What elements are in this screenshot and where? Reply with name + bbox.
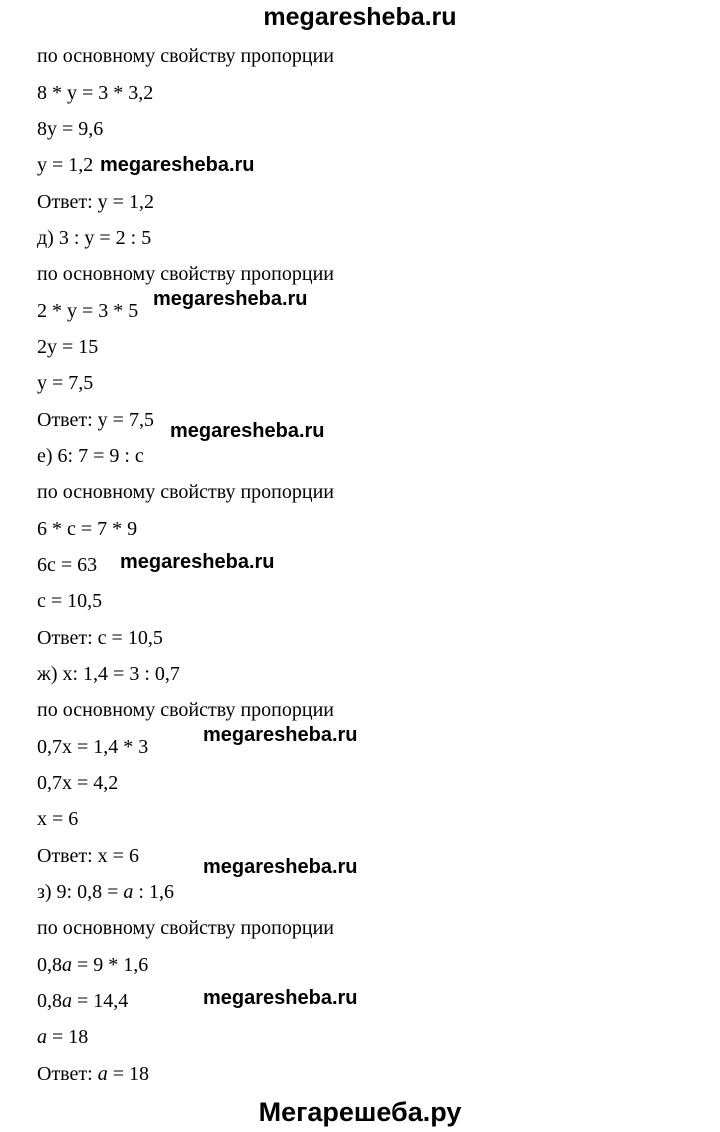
text-segment: 0,7x = 4,2 (37, 772, 119, 794)
solution-line (37, 299, 138, 323)
solution-line (37, 698, 334, 722)
text-segment: y = 1,2 (37, 154, 94, 176)
text-segment: 0,8 (37, 990, 62, 1012)
text-segment: 8y = 9,6 (37, 118, 104, 140)
watermark-text: megaresheba.ru (203, 856, 358, 878)
text-segment: Ответ: x = 6 (37, 845, 139, 867)
solution-line (37, 916, 334, 940)
watermark-text: megaresheba.ru (153, 288, 308, 310)
text-segment: Ответ: (37, 1063, 98, 1085)
text-segment: з) 9: 0,8 = (37, 881, 124, 903)
solution-line (37, 844, 139, 868)
text-segment: Ответ: y = 7,5 (37, 409, 154, 431)
solution-line (37, 989, 128, 1013)
text-segment: = 18 (107, 1063, 149, 1085)
text-segment: ж) x: 1,4 = 3 : 0,7 (37, 663, 180, 685)
solution-line (37, 153, 93, 177)
text-segment: по основному свойству пропорции (37, 917, 334, 939)
variable-italic: a (62, 990, 72, 1012)
watermark-text: megaresheba.ru (170, 420, 325, 442)
variable-italic: a (123, 881, 134, 903)
variable-italic: a (62, 954, 72, 976)
text-segment: 6c = 63 (37, 554, 98, 576)
text-segment: д) 3 : y = 2 : 5 (37, 227, 152, 249)
text-segment: = 9 * 1,6 (72, 954, 149, 976)
solution-line (37, 553, 97, 577)
variable-italic: a (97, 1063, 108, 1085)
watermark-text: megaresheba.ru (203, 724, 358, 746)
text-segment: x = 6 (37, 808, 79, 830)
text-segment: 6 * c = 7 * 9 (37, 518, 138, 540)
site-header: megaresheba.ru (263, 3, 457, 31)
text-segment: 0,7x = 1,4 * 3 (37, 736, 149, 758)
text-segment: 2y = 15 (37, 336, 99, 358)
solution-line (37, 371, 93, 395)
solution-line (37, 408, 154, 432)
text-segment: : 1,6 (133, 881, 174, 903)
text-segment: 0,8 (37, 954, 62, 976)
text-segment: y = 7,5 (37, 372, 94, 394)
solution-line (37, 262, 334, 286)
solution-line (37, 190, 154, 214)
solution-line (37, 480, 334, 504)
solution-line (37, 589, 102, 613)
solution-line (37, 1025, 88, 1049)
solution-line (37, 444, 144, 468)
text-segment: 2 * y = 3 * 5 (37, 300, 139, 322)
solution-line (37, 735, 148, 759)
watermark-text: megaresheba.ru (120, 551, 275, 573)
variable-italic: a (37, 1026, 47, 1048)
solution-line (37, 880, 174, 904)
text-segment: по основному свойству пропорции (37, 45, 334, 67)
solution-line (37, 335, 98, 359)
watermark-text: megaresheba.ru (203, 987, 358, 1009)
text-segment: = 14,4 (72, 990, 129, 1012)
solution-line (37, 44, 334, 68)
text-segment: Ответ: c = 10,5 (37, 627, 163, 649)
text-segment: c = 10,5 (37, 590, 103, 612)
site-footer: Мегарешеба.ру (258, 1097, 462, 1127)
text-segment: 8 * y = 3 * 3,2 (37, 82, 154, 104)
solution-line (37, 662, 180, 686)
text-segment: по основному свойству пропорции (37, 263, 334, 285)
solution-line (37, 81, 153, 105)
watermark-text: megaresheba.ru (100, 154, 255, 176)
solution-line (37, 517, 137, 541)
solution-line (37, 626, 163, 650)
text-segment: = 18 (47, 1026, 89, 1048)
text-segment: по основному свойству пропорции (37, 699, 334, 721)
text-segment: е) 6: 7 = 9 : c (37, 445, 144, 467)
solution-line (37, 1062, 149, 1086)
solution-line (37, 807, 78, 831)
text-segment: по основному свойству пропорции (37, 481, 334, 503)
solution-line (37, 771, 118, 795)
solution-line (37, 953, 148, 977)
solution-line (37, 117, 103, 141)
solution-line (37, 226, 151, 250)
text-segment: Ответ: y = 1,2 (37, 191, 154, 213)
